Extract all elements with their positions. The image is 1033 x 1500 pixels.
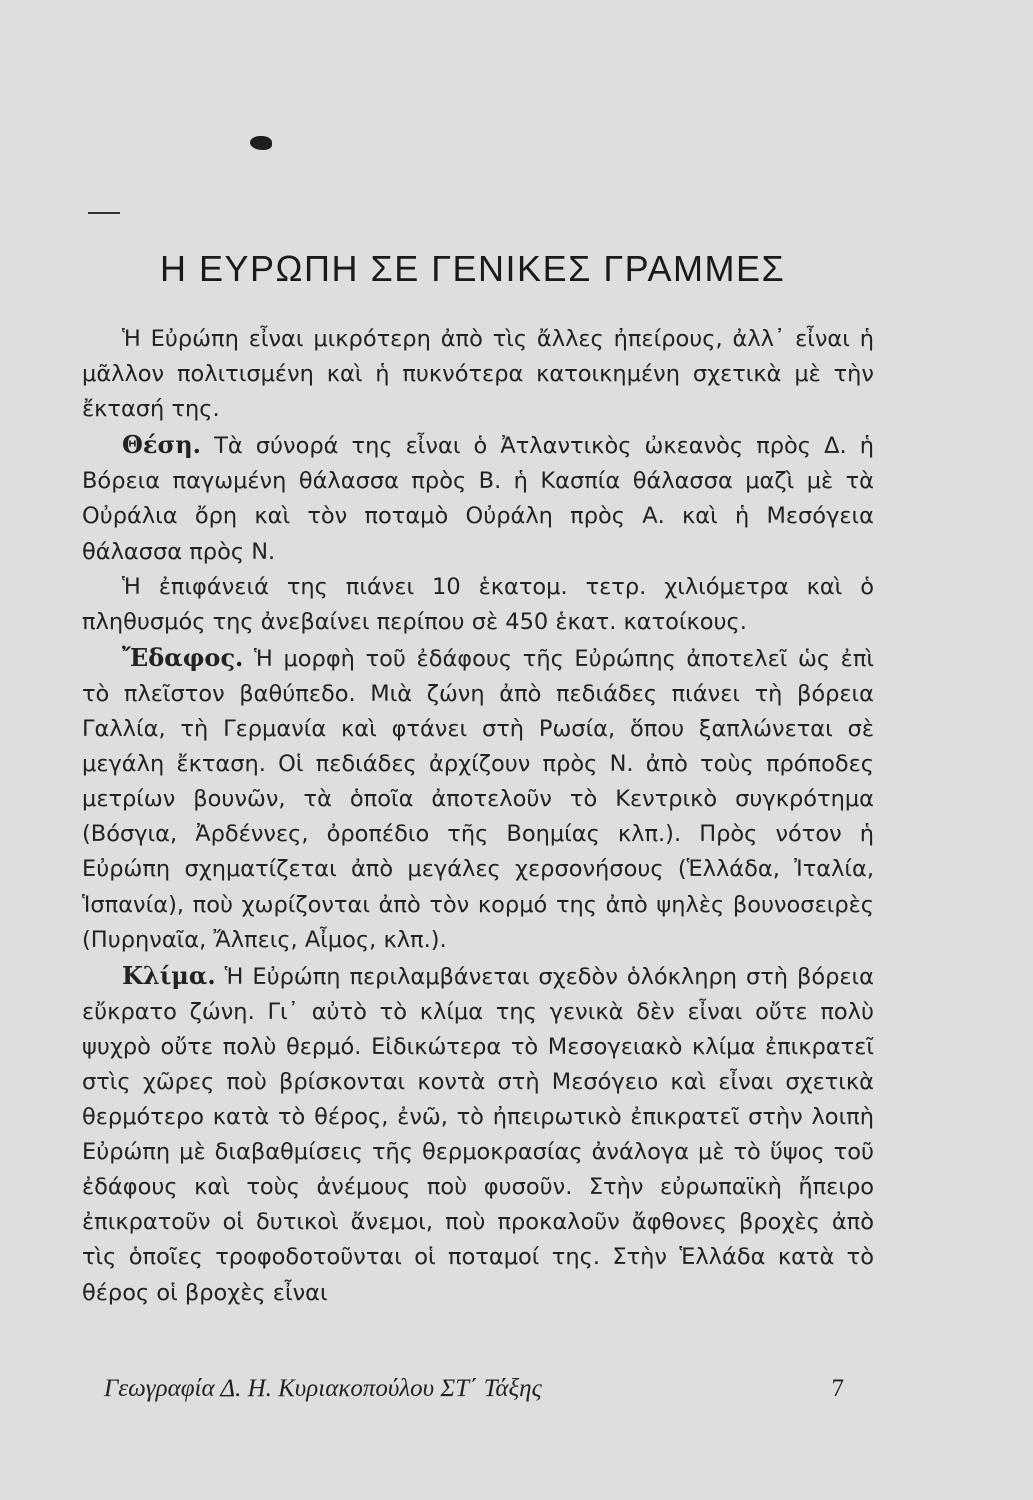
margin-dash (88, 212, 120, 214)
paragraph-text: Τὰ σύνορά της εἶναι ὁ Ἀτλαντικὸς ὠκεανὸς πρὸς Δ. ἡ Βόρεια παγωμένη θάλασσα πρὸς Β. ἡ Κασπία θάλασσα μαζὶ μὲ τὰ Οὐράλια ὄρη καὶ τὸν ποταμὸ Οὐράλη πρὸς Α. καὶ ἡ Μεσόγεια θάλασσα πρὸς Ν. (82, 433, 874, 565)
paragraph-terrain (82, 640, 874, 958)
paragraph-lead: Θέση. (122, 430, 201, 460)
body-text (82, 322, 874, 1311)
paragraph-text: Ἡ μορφὴ τοῦ ἐδάφους τῆς Εὐρώπης ἀποτελεῖ ὡς ἐπὶ τὸ πλεῖστον βαθύπεδο. Μιὰ ζώνη ἀπὸ πεδιάδες πιάνει τὴ βόρεια Γαλλία, τὴ Γερμανία καὶ φτάνει στὴ Ρωσία, ὅπου ξαπλώνεται σὲ μεγάλη ἔκταση. Οἱ πεδιάδες ἀρχίζουν πρὸς Ν. ἀπὸ τοὺς πρόποδες μετρίων βουνῶν, τὰ ὁποῖα ἀποτελοῦν τὸ Κεντρικὸ συγκρότημα (Βόσγια, Ἀρδέννες, ὀροπέδιο τῆς Βοημίας κλπ.). Πρὸς νότον ἡ Εὐρώπη σχηματίζεται ἀπὸ μεγάλες χερσονήσους (Ἑλλάδα, Ἰταλία, Ἱσπανία), ποὺ χωρίζονται ἀπὸ τὸν κορμό της ἀπὸ ψηλὲς βουνοσειρὲς (Πυρηναῖα, Ἄλπεις, Αἶμος, κλπ.). (82, 645, 874, 953)
footer-text: Γεωγραφία Δ. Η. Κυριακοπούλου ΣΤ΄ Τάξης (104, 1375, 542, 1402)
paragraph-text: Ἡ ἐπιφάνειά της πιάνει 10 ἑκατομ. τετρ. χιλιόμετρα καὶ ὁ πληθυσμός της ἀνεβαίνει περίπου σὲ 450 ἑκατ. κατοίκους. (82, 573, 874, 635)
paragraph-area (82, 570, 874, 640)
paragraph-intro (82, 322, 874, 427)
page-title: Η ΕΥΡΩΠΗ ΣΕ ΓΕΝΙΚΕΣ ΓΡΑΜΜΕΣ (160, 248, 786, 289)
paragraph-text: Ἡ Εὐρώπη περιλαμβάνεται σχεδὸν ὁλόκληρη στὴ βόρεια εὔκρατο ζώνη. Γι᾿ αὐτὸ τὸ κλίμα της γενικὰ δὲν εἶναι οὔτε πολὺ ψυχρὸ οὔτε πολὺ θερμό. Εἰδικώτερα τὸ Μεσογειακὸ κλίμα ἐπικρατεῖ στὶς χῶρες ποὺ βρίσκονται κοντὰ στὴ Μεσόγειο καὶ εἶναι σχετικὰ θερμότερο κατὰ τὸ θέρος, ἐνῶ, τὸ ἠπειρωτικὸ ἐπικρατεῖ στὴν λοιπὴ Εὐρώπη μὲ διαβαθμίσεις τῆς θερμοκρασίας ἀνάλογα μὲ τὸ ὕψος τοῦ ἐδάφους καὶ τοὺς ἀνέμους ποὺ φυσοῦν. Στὴν εὐρωπαϊκὴ ἤπειρο ἐπικρατοῦν οἱ δυτικοὶ ἄνεμοι, ποὺ προκαλοῦν ἄφθονες βροχὲς ἀπὸ τὶς ὁποῖες τροφοδοτοῦνται οἱ ποταμοί της. Στὴν Ἑλλάδα κατὰ τὸ θέρος οἱ βροχὲς εἶναι (82, 963, 874, 1306)
paragraph-lead: Κλίμα. (122, 960, 216, 990)
paragraph-climate (82, 958, 874, 1311)
page-footer (104, 1375, 864, 1409)
paragraph-lead: Ἔδαφος. (122, 642, 244, 672)
ink-mark (250, 136, 272, 150)
paragraph-position (82, 427, 874, 569)
paragraph-text: Ἡ Εὐρώπη εἶναι μικρότερη ἀπὸ τὶς ἄλλες ἠπείρους, ἀλλ᾿ εἶναι ἡ μᾶλλον πολιτισμένη καὶ ἡ πυκνότερα κατοικημένη σχετικὰ μὲ τὴν ἔκτασή της. (82, 326, 874, 423)
page-number: 7 (831, 1375, 844, 1402)
